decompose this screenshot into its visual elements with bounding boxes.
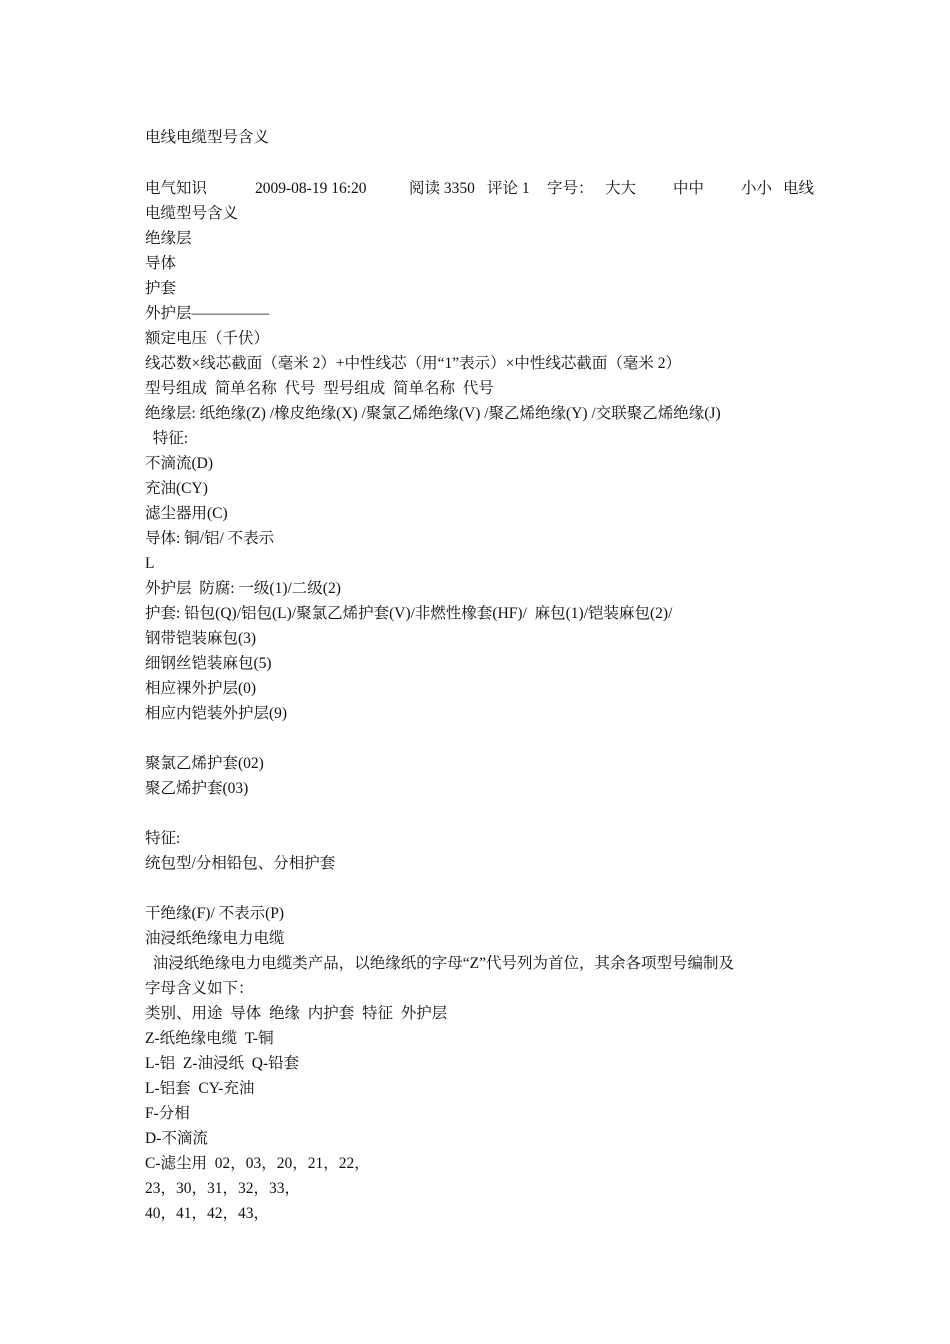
text-line: 40，41，42，43， <box>145 1205 270 1222</box>
blank-line <box>145 801 815 826</box>
font-size-small-button[interactable]: 小小 <box>741 180 773 197</box>
text-line: 绝缘层: 纸绝缘(Z) /橡皮绝缘(X) /聚氯乙烯绝缘(V) /聚乙烯绝缘(Y) /交联聚乙烯绝缘(J) <box>145 405 721 422</box>
text-line: 聚氯乙烯护套(02) <box>145 755 264 772</box>
text-line: Z-纸绝缘电缆 T-铜 <box>145 1030 274 1047</box>
text-line: 油浸纸绝缘电力电缆类产品，以绝缘纸的字母“Z”代号列为首位，其余各项型号编制及 <box>145 955 734 972</box>
meta-trailing-text: 电线 <box>783 180 815 197</box>
text-line: 充油(CY) <box>145 480 208 497</box>
text-line: 额定电压（千伏） <box>145 330 270 347</box>
comment-count[interactable]: 评论 1 <box>487 180 530 197</box>
text-line: D-不滴流 <box>145 1130 208 1147</box>
text-line: 相应内铠装外护层(9) <box>145 705 288 722</box>
text-line: 护套 <box>145 280 177 297</box>
text-line: 护套: 铅包(Q)/铝包(L)/聚氯乙烯护套(V)/非燃性橡套(HF)/ 麻包(1)/铠装麻包(2)/ <box>145 605 673 622</box>
text-line: 外护层————— <box>145 305 270 322</box>
text-line: 电缆型号含义 <box>145 205 239 222</box>
text-line: 23，30，31，32，33， <box>145 1180 301 1197</box>
document-lines <box>145 201 815 1226</box>
text-line: 统包型/分相铅包、分相护套 <box>145 855 336 872</box>
text-line: L-铝套 CY-充油 <box>145 1080 255 1097</box>
text-line: 钢带铠装麻包(3) <box>145 630 257 647</box>
text-line: 相应裸外护层(0) <box>145 680 257 697</box>
text-line: 型号组成 简单名称 代号 型号组成 简单名称 代号 <box>145 380 494 397</box>
document-title: 电线电缆型号含义 <box>145 129 270 146</box>
blank-line <box>145 726 815 751</box>
text-line: 滤尘器用(C) <box>145 505 228 522</box>
document-body <box>145 176 815 1226</box>
text-line: L <box>145 555 155 572</box>
text-line: 字母含义如下： <box>145 980 254 997</box>
font-size-large-button[interactable]: 大大 <box>605 180 637 197</box>
text-line: 导体 <box>145 255 177 272</box>
category-link[interactable]: 电气知识 <box>145 180 208 197</box>
text-line: 类别、用途 导体 绝缘 内护套 特征 外护层 <box>145 1005 448 1022</box>
text-line: 外护层 防腐: 一级(1)/二级(2) <box>145 580 341 597</box>
font-size-label: 字号： <box>547 180 594 197</box>
text-line: 线芯数×线芯截面（毫米 2）+中性线芯（用“1”表示）×中性线芯截面（毫米 2） <box>145 355 681 372</box>
text-line: 聚乙烯护套(03) <box>145 780 249 797</box>
text-line: 特征: <box>145 830 181 847</box>
font-size-medium-button[interactable]: 中中 <box>673 180 705 197</box>
article-meta <box>145 176 815 201</box>
read-count: 阅读 3350 <box>409 180 475 197</box>
text-line: 特征: <box>145 430 189 447</box>
text-line: 干绝缘(F)/ 不表示(P) <box>145 905 285 922</box>
post-datetime: 2009-08-19 16:20 <box>255 180 367 197</box>
text-line: F-分相 <box>145 1105 190 1122</box>
text-line: C-滤尘用 02，03，20，21，22， <box>145 1155 370 1172</box>
text-line: 油浸纸绝缘电力电缆 <box>145 930 285 947</box>
text-line: 细钢丝铠装麻包(5) <box>145 655 272 672</box>
text-line: 导体: 铜/铝/ 不表示 <box>145 530 275 547</box>
text-line: L-铝 Z-油浸纸 Q-铅套 <box>145 1055 300 1072</box>
text-line: 绝缘层 <box>145 230 192 247</box>
blank-line <box>145 876 815 901</box>
text-line: 不滴流(D) <box>145 455 214 472</box>
